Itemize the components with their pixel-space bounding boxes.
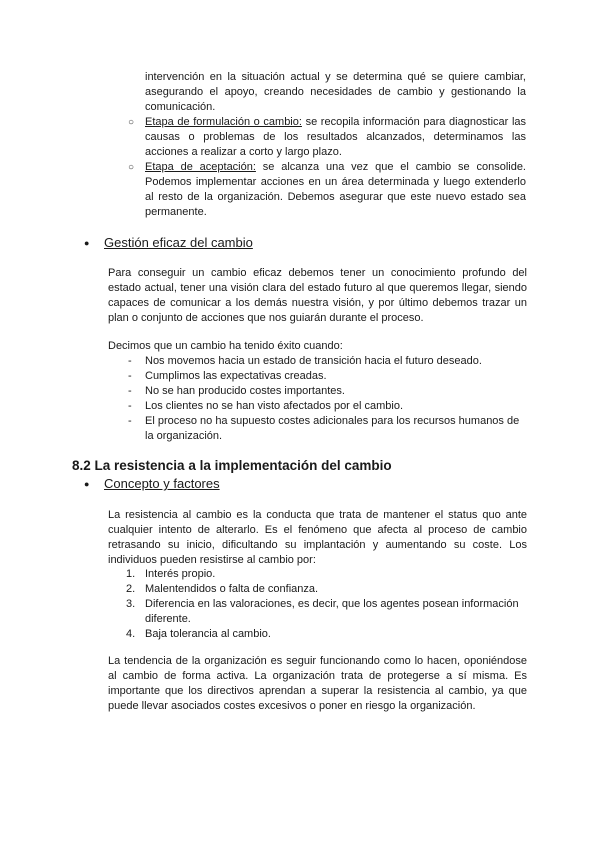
text-line: al cambio de forma activa. La organización trata de protegerse a sí misma. Es [108,670,527,682]
success-list [128,354,528,444]
list-item [128,399,528,414]
stage-title: Etapa de aceptación: [145,161,256,173]
text-line: diferente. [145,613,191,625]
item-number: 4. [126,628,136,640]
text-line: Baja tolerancia al cambio. [145,628,271,640]
text-line: Podemos implementar acciones en un área determinada y luego extenderlo [145,176,526,188]
text-line: Malentendidos o falta de confianza. [145,583,319,595]
stage-text: se alcanza una vez que el cambio se consolide. [262,161,526,173]
hollow-bullet-icon: ○ [128,117,135,128]
text-line: al resto de la organización. Debemos asegurar que este nuevo estado sea [145,191,526,203]
dash-bullet: - [128,385,132,397]
text-line: acciones a realizar a corto y largo plazo. [145,146,342,158]
text-line: causas o problemas de los resultados alcanzados, determinamos las [145,131,526,143]
stage-formulacion [128,115,526,160]
text-line: cualquier intento de alterarlo. Es el fenómeno que afecta al proceso de cambio [108,524,527,536]
text-line [145,115,526,130]
text-line: capaces de comunicar a los demás nuestra visión, y por último debemos trazar un [108,297,527,309]
item-number: 3. [126,598,136,610]
text-line [145,160,526,175]
text-line: permanente. [145,206,207,218]
text-line: comunicación. [145,101,216,113]
text-line: la organización. [145,430,223,442]
stage-text: se recopila información para diagnosticar las [305,116,527,128]
text-line: asegurando el apoyo, creando necesidades de cambio y gestionando la [145,86,526,98]
text-line: Nos movemos hacia un estado de transición hacia el futuro deseado. [145,355,482,367]
stage-aceptacion [128,160,526,220]
text-line: retrasando su inicio, dificultando su implantación y aumentando su coste. Los [108,539,527,551]
filled-bullet-icon: ● [84,238,90,248]
text-line: intervención en la situación actual y se determina qué se quiere cambiar, [145,71,526,83]
hollow-bullet-icon: ○ [128,162,135,173]
dash-bullet: - [128,400,132,412]
text-line: La tendencia de la organización es seguir funcionando como lo hacen, oponiéndose [108,655,527,667]
text-line: Interés propio. [145,568,216,580]
heading-concepto [84,476,220,492]
list-item [126,627,528,642]
text-line: importante que los directivos aprendan a superar la resistencia al cambio, ya que [108,685,527,697]
section-title: 8.2 La resistencia a la implementación del cambio [72,458,392,473]
list-item [128,384,528,399]
list-item [126,597,528,627]
text-line: No se han producido costes importantes. [145,385,345,397]
dash-bullet: - [128,415,132,427]
concepto-paragraph [108,508,527,568]
list-item [126,567,528,582]
text-line: puede llevar asociados costes excesivos o poner en riesgo la organización. [108,700,476,712]
item-number: 2. [126,583,136,595]
text-line: individuos pueden resistirse al cambio por: [108,554,316,566]
heading-text: Concepto y factores [104,476,220,491]
gestion-paragraph [108,266,527,326]
list-item [128,369,528,384]
text-line: estado actual, tener una visión clara del estado futuro al que queremos llegar, siendo [108,282,527,294]
dash-bullet: - [128,370,132,382]
heading-text: Gestión eficaz del cambio [104,235,253,250]
text-line: Cumplimos las expectativas creadas. [145,370,327,382]
text-line: plan o conjunto de acciones que nos guiarán durante el proceso. [108,312,424,324]
item-number: 1. [126,568,136,580]
text-line: Decimos que un cambio ha tenido éxito cuando: [108,340,343,352]
stage-continuation [145,70,526,115]
text-line: Diferencia en las valoraciones, es decir, que los agentes posean información [145,598,519,610]
text-line: La resistencia al cambio es la conducta que trata de mantener el status quo ante [108,509,527,521]
stage-list [128,115,526,220]
list-item [126,582,528,597]
text-line: Para conseguir un cambio eficaz debemos tener un conocimiento profundo del [108,267,527,279]
factors-list [126,567,528,642]
stage-title: Etapa de formulación o cambio: [145,116,302,128]
filled-bullet-icon: ● [84,479,90,489]
text-line: El proceso no ha supuesto costes adicionales para los recursos humanos de [145,415,520,427]
heading-gestion [84,235,253,251]
closing-paragraph [108,654,527,714]
list-item [128,414,528,444]
dash-bullet: - [128,355,132,367]
text-line: Los clientes no se han visto afectados por el cambio. [145,400,404,412]
list-item [128,354,528,369]
gestion-intro [108,339,527,354]
